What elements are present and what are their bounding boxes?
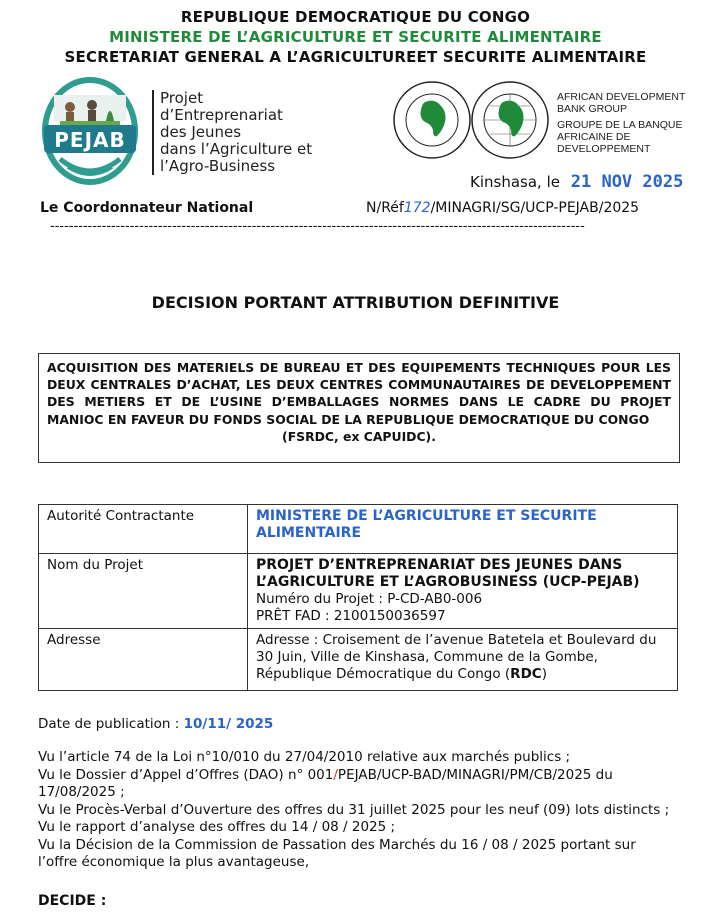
- project-line: Projet: [160, 89, 204, 107]
- consideration-part: Vu le Dossier d’Appel d’Offres (DAO) n° 001: [38, 766, 334, 783]
- table-row: [39, 554, 678, 629]
- project-line: l’Agro-Business: [160, 157, 276, 175]
- afdb-en-text: [557, 91, 685, 115]
- reference-prefix: N/Réf: [366, 200, 404, 216]
- subject-box: [38, 353, 680, 463]
- publication-date: [38, 716, 273, 732]
- address-label: Adresse: [39, 629, 248, 691]
- project-name-cell: [248, 554, 678, 629]
- separator-line: ------------------------------------------------------------------------------------------------------------------: [50, 219, 585, 234]
- afdb-en-line: AFRICAN DEVELOPMENT: [557, 91, 686, 103]
- header-secretariat: SECRETARIAT GENERAL A L’AGRICULTUREET SECURITE ALIMENTAIRE: [64, 48, 647, 66]
- project-line: d’Entreprenariat: [160, 106, 283, 124]
- adf-seal-icon: [470, 80, 550, 160]
- decide-label: DECIDE :: [38, 893, 107, 909]
- consideration-item: Vu le Procès-Verbal d’Ouverture des offres du 31 juillet 2025 pour les neuf (09) lots distincts ;: [38, 801, 670, 818]
- contracting-authority-label: Autorité Contractante: [39, 505, 248, 554]
- project-number: Numéro du Projet : P-CD-AB0-006: [256, 591, 483, 607]
- place-date: [470, 172, 683, 192]
- address-value: Adresse : Croisement de l’avenue Batetela et Boulevard du 30 Juin, Ville de Kinshasa, Commune de la Gombe, République Démocratique du Congo (: [256, 632, 657, 682]
- project-name-block: [152, 90, 312, 175]
- coordinator-label: Le Coordonnateur National: [40, 200, 254, 216]
- considerations: [38, 749, 678, 872]
- date-stamp: 21 NOV 2025: [570, 172, 684, 192]
- address-end: ): [541, 666, 547, 682]
- consideration-item: Vu l’article 74 de la Loi n°10/010 du 27/04/2010 relative aux marchés publics ;: [38, 749, 571, 765]
- afdb-en-line: BANK GROUP: [557, 103, 628, 115]
- afdb-seal-icon: [392, 80, 472, 160]
- adf-seal: [470, 80, 550, 160]
- publication-date-value: 10/11/ 2025: [183, 716, 274, 732]
- subject-text: ACQUISITION DES MATERIELS DE BUREAU ET DES EQUIPEMENTS TECHNIQUES POUR LES DEUX CENTRALES D’ACHAT, LES DEUX CENTRES COMMUNAUTAIRES DE DEVELOPPEMENT DES METIERS ET DE L’USINE D’EMBALLAGES NORMES DANS LE CADRE DU PROJET MANIOC EN FAVEUR DU FONDS SOCIAL DE LA REPUBLIQUE DEMOCRATIQUE DU CONGO: [47, 360, 671, 427]
- loan-number: PRÊT FAD : 2100150036597: [256, 608, 446, 624]
- info-table: [38, 504, 678, 691]
- header-republic: REPUBLIQUE DEMOCRATIQUE DU CONGO: [180, 8, 531, 26]
- afdb-fr-text: [557, 119, 682, 155]
- consideration-part: PEJAB/UCP-BAD/MINAGRI/PM/CB/2025 du 17/08/2025 ;: [38, 766, 613, 800]
- afdb-fr-line: AFRICAINE DE: [557, 131, 631, 143]
- reference-number: 172: [403, 200, 431, 216]
- project-line: dans l’Agriculture et: [160, 140, 313, 158]
- decision-title: DECISION PORTANT ATTRIBUTION DEFINITIVE: [151, 293, 560, 312]
- contracting-authority-value: MINISTERE DE L’AGRICULTURE ET SECURITE ALIMENTAIRE: [248, 505, 678, 554]
- reference-suffix: /MINAGRI/SG/UCP-PEJAB/2025: [430, 200, 640, 216]
- header-ministry: MINISTERE DE L’AGRICULTURE ET SECURITE ALIMENTAIRE: [109, 28, 602, 46]
- place-date-prefix: Kinshasa, le: [470, 173, 560, 191]
- pejab-logo: [40, 75, 140, 187]
- afdb-fr-line: DEVELOPPEMENT: [557, 143, 651, 155]
- publication-label: Date de publication :: [38, 716, 184, 732]
- afdb-fr-line: GROUPE DE LA BANQUE: [557, 119, 683, 131]
- consideration-item: Vu la Décision de la Commission de Passation des Marchés du 16 / 08 / 2025 portant sur l’offre économique la plus avantageuse,: [38, 836, 636, 870]
- subject-last-line: (FSRDC, ex CAPUIDC).: [282, 428, 436, 444]
- address-cell: [248, 629, 678, 691]
- project-name-value: PROJET D’ENTREPRENARIAT DES JEUNES DANS L’AGRICULTURE ET L’AGROBUSINESS (UCP-PEJAB): [256, 557, 640, 590]
- project-name-label: Nom du Projet: [39, 554, 248, 629]
- consideration-slash: /: [333, 766, 338, 783]
- project-line: des Jeunes: [160, 123, 242, 141]
- address-country-code: RDC: [510, 666, 542, 682]
- table-row: [39, 629, 678, 691]
- consideration-item: Vu le rapport d’analyse des offres du 14 / 08 / 2025 ;: [38, 819, 396, 835]
- pejab-logo-name: PEJAB: [54, 128, 126, 152]
- consideration-item: [38, 767, 678, 802]
- afdb-seal: [392, 80, 472, 160]
- reference: [366, 200, 639, 216]
- table-row: [39, 505, 678, 554]
